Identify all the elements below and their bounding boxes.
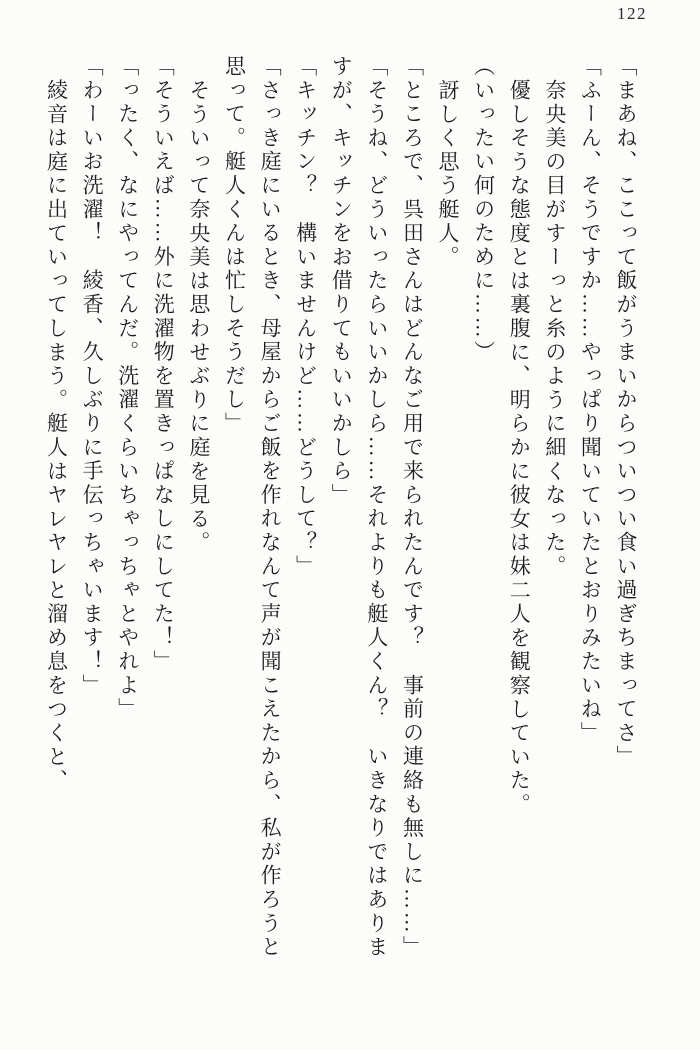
text-line: 思って。艇人くんは忙しそうだし」 <box>222 55 247 436</box>
text-line: 綾音は庭に出ていってしまう。艇人はヤレヤレと溜め息をつくと、 <box>44 79 69 793</box>
text-line: 「さっき庭にいるとき、母屋からご飯を作れなんて声が聞こえたから、私が作ろうと <box>258 55 283 960</box>
text-line: （いったい何のために……） <box>471 55 496 365</box>
text-line: 優しそうな態度とは裏腹に、明らかに彼女は妹二人を観察していた。 <box>507 79 532 817</box>
text-line: すが、キッチンをお借りてもいいかしら」 <box>329 55 354 508</box>
text-line: 奈央美の目がすーっと糸のように細くなった。 <box>542 79 567 579</box>
text-line: 「ふーん、そうですか……やっぱり聞いていたとおりみたいね」 <box>578 55 603 746</box>
text-line: 「まあね、ここって飯がうまいからついつい食い過ぎちまってさ」 <box>614 55 638 769</box>
text-line: 「そうね、どういったらいいかしら……それよりも艇人くん？ いきなりではありま <box>364 55 389 960</box>
text-line: 「そういえば……外に洗濯物を置きっぱなしにしてた！」 <box>151 55 176 674</box>
text-line: 「ところで、呉田さんはどんなご用で来られたんです？ 事前の連絡も無しに……」 <box>400 55 425 960</box>
text-line: 「キッチン？ 構いませんけど……どうして？」 <box>293 55 318 579</box>
text-line: 「ったく、なにやってんだ。洗濯くらいちゃっちゃとやれよ」 <box>115 55 140 722</box>
text-line: 訝しく思う艇人。 <box>436 79 461 270</box>
text-line: そういって奈央美は思わせぶりに庭を見る。 <box>186 79 211 555</box>
page-number: 122 <box>617 4 647 23</box>
text-line: 「わーいお洗濯！ 綾香、久しぶりに手伝っちゃいます！」 <box>80 55 105 698</box>
